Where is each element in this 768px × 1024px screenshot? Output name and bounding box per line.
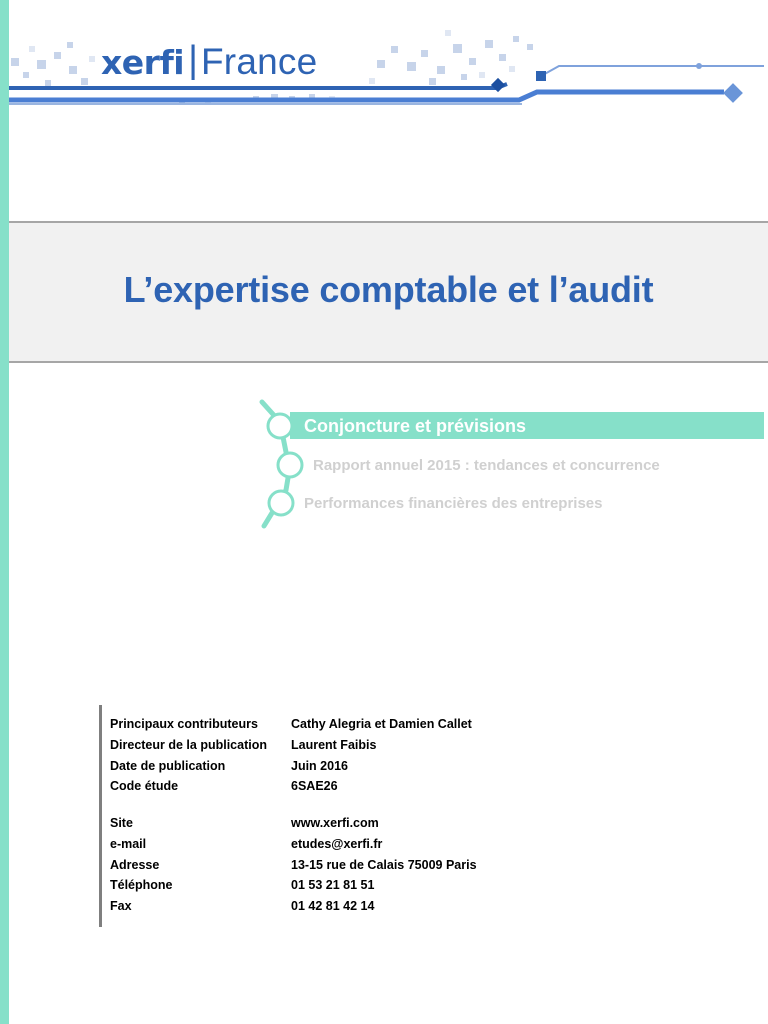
contributors-label: Principaux contributeurs — [110, 717, 258, 731]
code-value: 6SAE26 — [291, 779, 338, 793]
logo-xerfi: xerfi — [101, 42, 185, 82]
email-value: etudes@xerfi.fr — [291, 837, 383, 851]
topic-list — [250, 398, 768, 533]
topic-performances: Performances financières des entreprises — [304, 495, 603, 512]
site-label: Site — [110, 816, 133, 830]
publication-info — [99, 705, 542, 927]
side-accent-bar — [0, 0, 9, 1024]
document-title: L’expertise comptable et l’audit — [123, 269, 654, 310]
address-label: Adresse — [110, 858, 160, 872]
site-value: www.xerfi.com — [291, 816, 379, 830]
director-label: Directeur de la publication — [110, 738, 267, 752]
code-label: Code étude — [110, 779, 179, 793]
xerfi-france-logo — [101, 38, 317, 86]
director-value: Laurent Faibis — [291, 738, 377, 752]
contributors-value: Cathy Alegria et Damien Callet — [291, 717, 472, 731]
phone-value: 01 53 21 81 51 — [291, 878, 375, 892]
topic-rapport-annuel: Rapport annuel 2015 : tendances et concurrence — [313, 457, 660, 474]
email-label: e-mail — [110, 837, 147, 851]
fax-label: Fax — [110, 899, 132, 913]
logo-france: France — [201, 41, 318, 82]
fax-value: 01 42 81 42 14 — [291, 899, 375, 913]
title-band — [9, 221, 768, 363]
phone-label: Téléphone — [110, 878, 173, 892]
address-value: 13-15 rue de Calais 75009 Paris — [291, 858, 477, 872]
topic-conjoncture: Conjoncture et prévisions — [304, 416, 527, 436]
date-value: Juin 2016 — [291, 759, 348, 773]
header-banner — [9, 0, 768, 120]
date-label: Date de publication — [110, 759, 226, 773]
logo-separator: | — [188, 38, 198, 81]
